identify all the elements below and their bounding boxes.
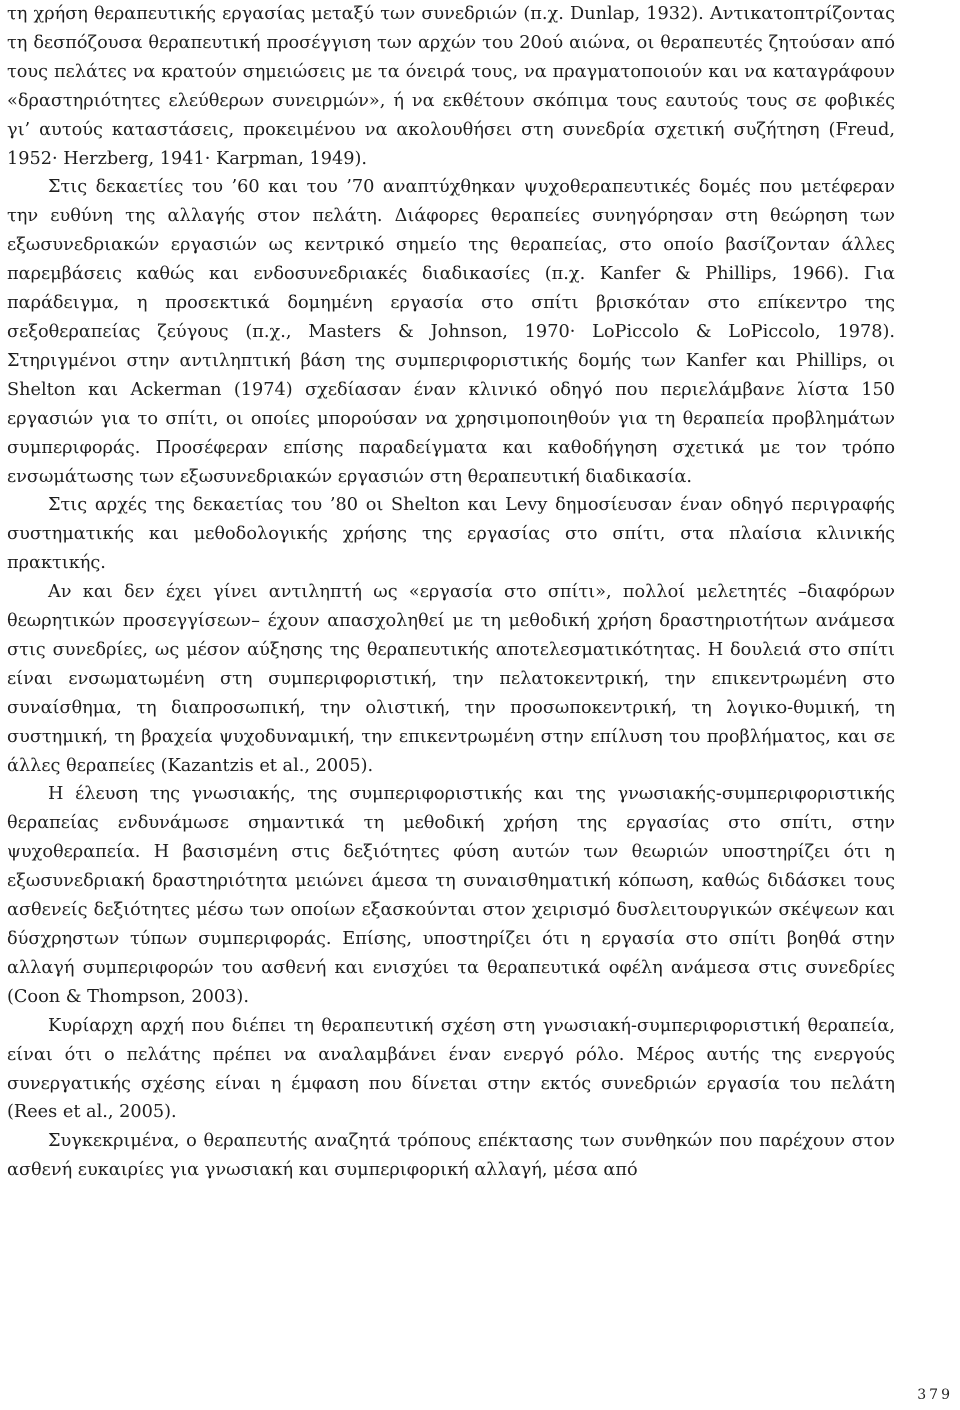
paragraph-continuation: τη χρήση θεραπευτικής εργασίας μεταξύ των συνεδριών (π.χ. Dunlap, 1932). Αντικατοπτρίζοντας τη δεσπόζουσα θεραπευτική προσέγγιση των αρχών του 20ού αιώνα, οι θεραπευτές ζητούσαν από τους πελάτες να κρατούν σημειώσεις με τα όνειρά τους, να πραγματοποιούν και να καταγράφουν «δραστηριότητες ελεύθερων συνειρμών», ή να εκθέτουν σκόπιμα τους εαυτούς τους σε φοβικές γι’ αυτούς καταστάσεις, προκειμένου να ακολουθήσει στη συνεδρία σχετική συζήτηση (Freud, 1952· Herzberg, 1941· Karpman, 1949). (7, 4, 895, 169)
paragraph: Κυρίαρχη αρχή που διέπει τη θεραπευτική σχέση στη γνωσιακή-συμπεριφοριστική θεραπεία, είναι ότι ο πελάτης πρέπει να αναλαμβάνει έναν ενεργό ρόλο. Μέρος αυτής της ενεργούς συνεργατικής σχέσης είναι η έμφαση που δίνεται στην εκτός συνεδριών εργασία του πελάτη (Rees et al., 2005). (7, 1015, 895, 1123)
page-number: 379 (917, 1387, 953, 1403)
document-body (7, 0, 895, 1185)
paragraph: Αν και δεν έχει γίνει αντιληπτή ως «εργασία στο σπίτι», πολλοί μελετητές –διαφόρων θεωρητικών προσεγγίσεων– έχουν απασχοληθεί με τη μεθοδική χρήση δραστηριοτήτων ανάμεσα στις συνεδρίες, ως μέσον αύξησης της θεραπευτικής αποτελεσματικότητας. Η δουλειά στο σπίτι είναι ενσωματωμένη στη συμπεριφοριστική, την πελατοκεντρική, την επικεντρωμένη στο συναίσθημα, τη διαπροσωπική, την ολιστική, την προσωποκεντρική, τη λογικο-θυμική, τη συστημική, τη βραχεία ψυχοδυναμική, την επικεντρωμένη στην επίλυση του προβλήματος, και σε άλλες θεραπείες (Kazantzis et al., 2005). (7, 582, 895, 776)
paragraph: Συγκεκριμένα, ο θεραπευτής αναζητά τρόπους επέκτασης των συνθηκών που παρέχουν στον ασθενή ευκαιρίες για γνωσιακή και συμπεριφορική αλλαγή, μέσα από (7, 1131, 895, 1181)
paragraph: Στις αρχές της δεκαετίας του ’80 οι Shelton και Levy δημοσίευσαν έναν οδηγό περιγραφής συστηματικής και μεθοδολογικής χρήσης της εργασίας στο σπίτι, στα πλαίσια κλινικής πρακτικής. (7, 495, 895, 574)
paragraph: Η έλευση της γνωσιακής, της συμπεριφοριστικής και της γνωσιακής-συμπεριφοριστικής θεραπείας ενδυνάμωσε σημαντικά τη μεθοδική χρήση της εργασίας στο σπίτι, στην ψυχοθεραπεία. Η βασισμένη στις δεξιότητες φύση αυτών των θεωριών υποστηρίζει ότι η εξωσυνεδριακή δραστηριότητα μειώνει άμεσα τη συναισθηματική κόπωση, καθώς διδάσκει τους ασθενείς δεξιότητες μέσω των οποίων εξασκούνται στον χειρισμό δυσλειτουργικών σκέψεων και δύσχρηστων τύπων συμπεριφοράς. Επίσης, υποστηρίζει ότι η εργασία στο σπίτι βοηθά στην αλλαγή συμπεριφορών του ασθενή και ενισχύει τα θεραπευτικά οφέλη ανάμεσα στις συνεδρίες (Coon & Thompson, 2003). (7, 784, 895, 1007)
paragraph: Στις δεκαετίες του ’60 και του ’70 αναπτύχθηκαν ψυχοθεραπευτικές δομές που μετέφεραν την ευθύνη της αλλαγής στον πελάτη. Διάφορες θεραπείες συνηγόρησαν στη θεώρηση των εξωσυνεδριακών εργασιών ως κεντρικό σημείο της θεραπείας, στο οποίο βασίζονταν άλλες παρεμβάσεις καθώς και ενδοσυνεδριακές διαδικασίες (π.χ. Kanfer & Phillips, 1966). Για παράδειγμα, η προσεκτικά δομημένη εργασία στο σπίτι βρισκόταν στο επίκεντρο της σεξοθεραπείας ζεύγους (π.χ., Masters & Johnson, 1970· LoPiccolo & LoPiccolo, 1978). Στηριγμένοι στην αντιληπτική βάση της συμπεριφοριστικής δομής των Kanfer και Phillips, οι Shelton και Ackerman (1974) σχεδίασαν έναν κλινικό οδηγό που περιελάμβανε λίστα 150 εργασιών για το σπίτι, οι οποίες μπορούσαν να χρησιμοποιηθούν για τη θεραπεία προβλημάτων συμπεριφοράς. Προσέφεραν επίσης παραδείγματα και καθοδήγηση σχετικά με τον τρόπο ενσωμάτωσης των εξωσυνεδριακών εργασιών στη θεραπευτική διαδικασία. (7, 177, 895, 487)
